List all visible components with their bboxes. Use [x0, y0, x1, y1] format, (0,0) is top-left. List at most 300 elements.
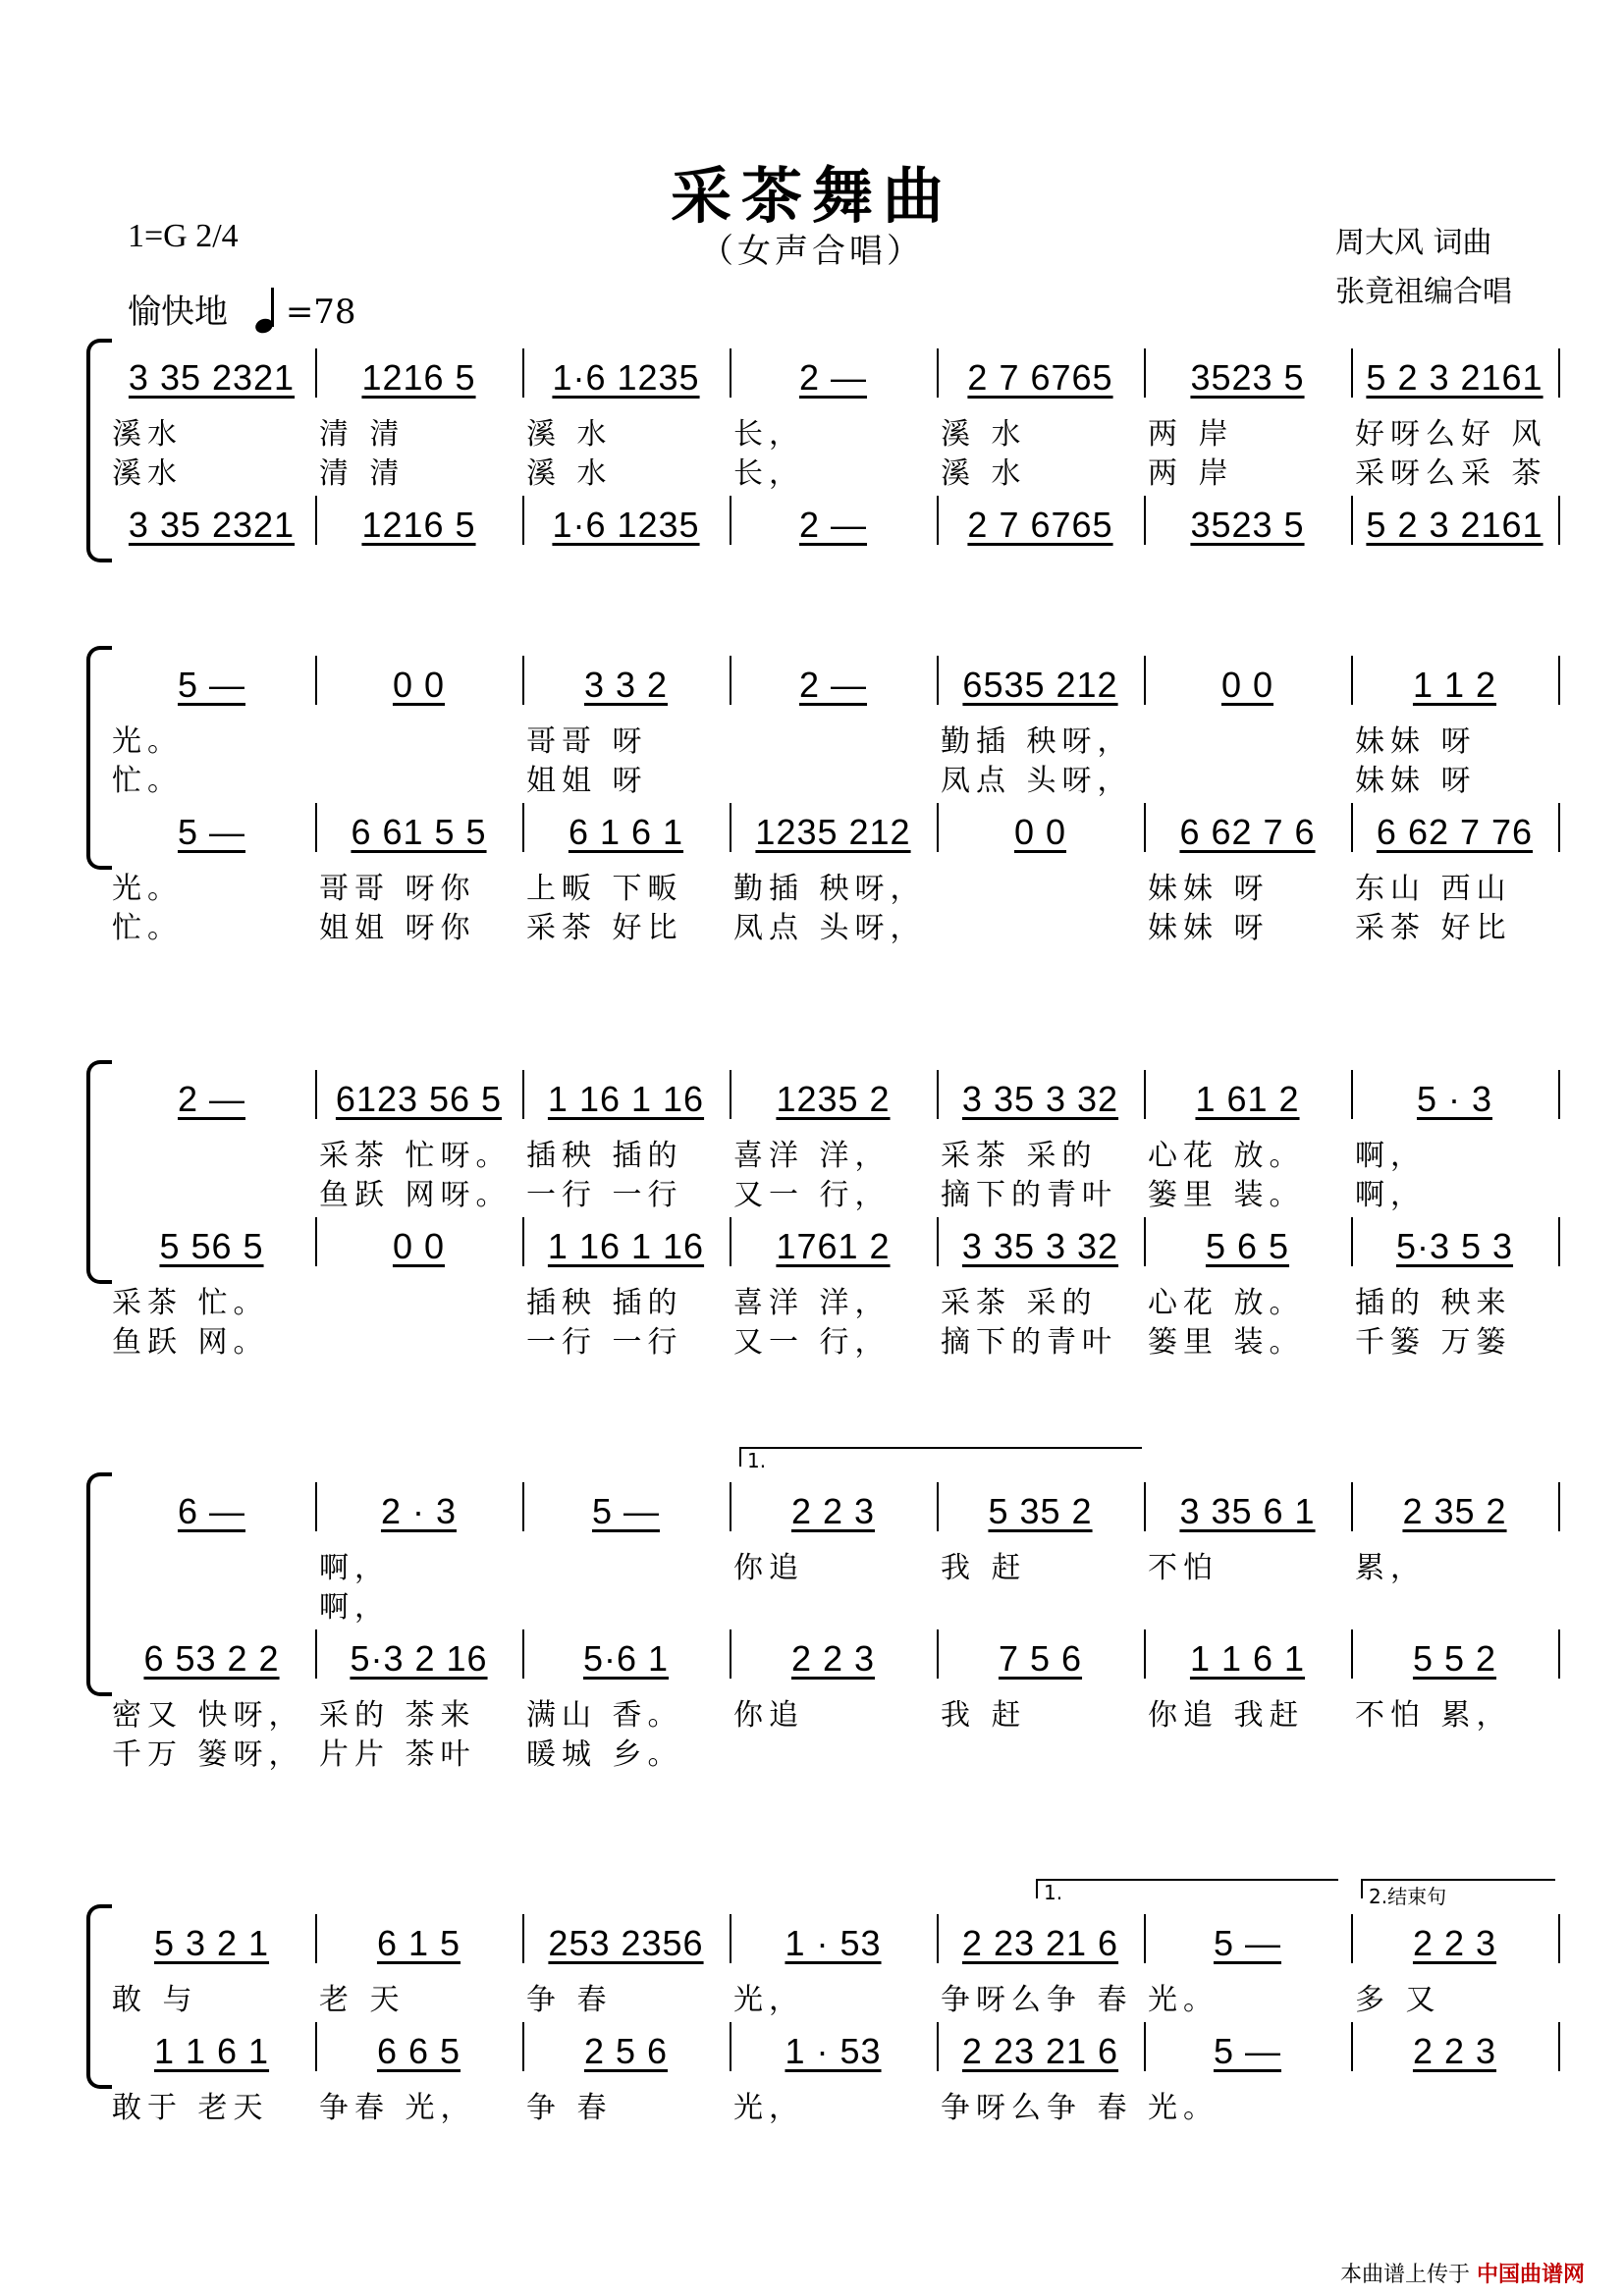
- lyric-segment: 插秧 插的: [526, 1286, 683, 1320]
- credit-composer: 周大风 词曲: [1335, 226, 1492, 260]
- barline: [1558, 1070, 1560, 1119]
- barline: [1351, 1914, 1353, 1963]
- volta-second-ending: 2.结束句: [1361, 1879, 1555, 1898]
- lyric-segment: 片片 茶叶: [319, 1737, 476, 1772]
- lyric-segment: 啊，: [319, 1551, 390, 1585]
- footer-site: 中国曲谱网: [1476, 2263, 1585, 2287]
- barline: [315, 803, 317, 852]
- lower-lyric-line: [108, 864, 1561, 906]
- measure-notes: 5 2 3 2161: [1366, 505, 1543, 545]
- lyric-segment: 妹妹 呀: [1148, 872, 1270, 906]
- measure: [943, 1217, 1138, 1276]
- measure-notes: 1 1 6 1: [1189, 1638, 1306, 1679]
- measure: [1357, 1070, 1552, 1129]
- measure-notes: 5 2 3 2161: [1366, 357, 1543, 398]
- lyric-segment: 妹妹 呀: [1355, 764, 1477, 798]
- upper-staff: [108, 1914, 1561, 1973]
- measure-notes: 2 —: [798, 505, 868, 545]
- barline: [1558, 2022, 1560, 2071]
- barline: [315, 348, 317, 398]
- measure: [321, 1914, 516, 1973]
- barline: [1144, 656, 1146, 705]
- barline: [1558, 496, 1560, 545]
- measure: [114, 803, 309, 862]
- measure-notes: 5 —: [1213, 1923, 1282, 1963]
- barline: [1351, 1070, 1353, 1119]
- measure-notes: 2 · 3: [380, 1491, 458, 1531]
- lower-lyric-line: [108, 903, 1561, 945]
- barline: [522, 803, 524, 852]
- measure-notes: 3 35 6 1: [1179, 1491, 1316, 1531]
- measure: [1150, 1629, 1345, 1688]
- measure: [943, 1482, 1138, 1541]
- lyric-segment: 两 岸: [1148, 417, 1234, 452]
- measure: [528, 348, 724, 407]
- measure: [735, 1629, 931, 1688]
- measure: [321, 803, 516, 862]
- barline: [937, 2022, 939, 2071]
- lyric-segment: 不怕: [1148, 1551, 1218, 1585]
- measure: [735, 1217, 931, 1276]
- lyric-segment: 又一 行，: [733, 1178, 891, 1212]
- lyric-segment: 喜洋 洋，: [733, 1286, 891, 1320]
- measure-notes: 6 1 6 1: [568, 812, 684, 852]
- lyric-segment: 清 清: [319, 456, 406, 491]
- measure-notes: 253 2356: [548, 1923, 704, 1963]
- measure: [1357, 1217, 1552, 1276]
- lyric-segment: 一行 一行: [526, 1325, 683, 1360]
- measure: [114, 656, 309, 715]
- lyric-segment: 溪 水: [941, 456, 1027, 491]
- barline: [1558, 803, 1560, 852]
- lyric-segment: 溪 水: [941, 417, 1027, 452]
- measure: [943, 1070, 1138, 1129]
- lyric-segment: 上畈 下畈: [526, 872, 683, 906]
- barline: [1144, 496, 1146, 545]
- tempo-value: =78: [285, 293, 356, 332]
- barline: [937, 1482, 939, 1531]
- volta-first-ending: 1.: [1036, 1879, 1338, 1898]
- lyric-segment: 哥哥 呀你: [319, 872, 476, 906]
- measure-notes: 2 23 21 6: [961, 1923, 1119, 1963]
- barline: [522, 1914, 524, 1963]
- measure-notes: 3 35 3 32: [961, 1079, 1119, 1119]
- lyric-segment: 一行 一行: [526, 1178, 683, 1212]
- measure-notes: 7 5 6: [998, 1638, 1083, 1679]
- barline: [1558, 1914, 1560, 1963]
- measure-notes: 2 7 6765: [967, 505, 1113, 545]
- upper-lyric-line: [108, 1543, 1561, 1585]
- barline: [730, 656, 731, 705]
- barline: [1351, 1629, 1353, 1679]
- upper-lyric-line: [108, 1170, 1561, 1212]
- lyric-segment: 姐姐 呀: [526, 764, 648, 798]
- lyric-segment: 采的 茶来: [319, 1698, 476, 1733]
- lower-staff: [108, 803, 1561, 862]
- tempo-text: 愉快地: [128, 293, 228, 332]
- measure: [943, 803, 1138, 862]
- lyric-segment: 争呀么争 春: [941, 2091, 1133, 2125]
- lyric-segment: 光，: [733, 1983, 804, 2017]
- lyric-segment: 采呀么采 茶: [1355, 456, 1547, 491]
- lyric-segment: 采茶 忙呀。: [319, 1139, 512, 1173]
- barline: [315, 1070, 317, 1119]
- lyric-segment: 又一 行，: [733, 1325, 891, 1360]
- measure: [528, 1070, 724, 1129]
- barline: [730, 1217, 731, 1266]
- upper-staff: [108, 1070, 1561, 1129]
- lyric-segment: 妹妹 呀: [1148, 911, 1270, 945]
- measure-notes: 6 61 5 5: [351, 812, 487, 852]
- measure-notes: 2 2 3: [1412, 1923, 1497, 1963]
- barline: [315, 2022, 317, 2071]
- barline: [1558, 1482, 1560, 1531]
- measure: [528, 1629, 724, 1688]
- lyric-segment: 啊，: [1355, 1139, 1426, 1173]
- barline: [937, 1914, 939, 1963]
- lower-staff: [108, 2022, 1561, 2081]
- lyric-segment: 采茶 采的: [941, 1139, 1098, 1173]
- measure: [321, 2022, 516, 2081]
- measure-notes: 1 · 53: [785, 1923, 882, 1963]
- lower-lyric-line: [108, 2083, 1561, 2125]
- measure-notes: 3 35 3 32: [961, 1226, 1119, 1266]
- lyric-segment: 满山 香。: [526, 1698, 683, 1733]
- score-title: 采茶舞曲: [670, 160, 953, 232]
- measure-notes: 6 62 7 6: [1179, 812, 1316, 852]
- barline: [1351, 496, 1353, 545]
- measure: [321, 656, 516, 715]
- measure-notes: 2 35 2: [1402, 1491, 1507, 1531]
- lyric-segment: 插秧 插的: [526, 1139, 683, 1173]
- measure-notes: 2 2 3: [1412, 2031, 1497, 2071]
- lyric-segment: 妹妹 呀: [1355, 724, 1477, 759]
- measure: [114, 1482, 309, 1541]
- measure: [528, 803, 724, 862]
- measure-notes: 0 0: [1220, 665, 1274, 705]
- measure: [321, 1217, 516, 1276]
- barline: [522, 1217, 524, 1266]
- barline: [1144, 1070, 1146, 1119]
- lyric-segment: 凤点 头呀，: [733, 911, 926, 945]
- barline: [937, 656, 939, 705]
- barline: [1558, 348, 1560, 398]
- credit-arranger: 张竟祖编合唱: [1335, 275, 1512, 309]
- measure: [943, 2022, 1138, 2081]
- measure-notes: 5·6 1: [582, 1638, 670, 1679]
- barline: [937, 803, 939, 852]
- lyric-segment: 千万 篓呀，: [112, 1737, 304, 1772]
- lyric-segment: 密又 快呀，: [112, 1698, 304, 1733]
- measure-notes: 3 35 2321: [128, 357, 296, 398]
- footer-text: 本曲谱上传于: [1339, 2263, 1470, 2287]
- lyric-segment: 喜洋 洋，: [733, 1139, 891, 1173]
- measure-notes: 1216 5: [361, 357, 476, 398]
- measure-notes: 2 23 21 6: [961, 2031, 1119, 2071]
- measure: [1150, 656, 1345, 715]
- barline: [315, 1482, 317, 1531]
- measure: [528, 2022, 724, 2081]
- lyric-segment: 敢于 老天: [112, 2091, 269, 2125]
- measure: [528, 1482, 724, 1541]
- lyric-segment: 勤插 秧呀，: [733, 872, 926, 906]
- lower-lyric-line: [108, 1278, 1561, 1320]
- lyric-segment: 不怕 累，: [1355, 1698, 1512, 1733]
- lyric-segment: 争呀么争 春: [941, 1983, 1133, 2017]
- barline: [937, 1629, 939, 1679]
- lyric-segment: 鱼跃 网呀。: [319, 1178, 512, 1212]
- barline: [1351, 1482, 1353, 1531]
- measure-notes: 1216 5: [361, 505, 476, 545]
- lyric-segment: 采茶 好比: [526, 911, 683, 945]
- lyric-segment: 东山 西山: [1355, 872, 1512, 906]
- measure-notes: 5 5 2: [1412, 1638, 1497, 1679]
- measure-notes: 5 —: [1213, 2031, 1282, 2071]
- lyric-segment: 溪水: [112, 456, 183, 491]
- barline: [1351, 2022, 1353, 2071]
- measure: [943, 1914, 1138, 1973]
- measure: [1357, 2022, 1552, 2081]
- barline: [522, 496, 524, 545]
- measure-notes: 5 6 5: [1205, 1226, 1290, 1266]
- barline: [730, 1914, 731, 1963]
- measure: [1357, 1914, 1552, 1973]
- measure-notes: 2 —: [798, 665, 868, 705]
- measure: [114, 1070, 309, 1129]
- footer-watermark: [1340, 2258, 1585, 2288]
- measure: [528, 496, 724, 555]
- lyric-segment: 长，: [733, 417, 804, 452]
- lyric-segment: 溪水: [112, 417, 183, 452]
- measure-notes: 3 35 2321: [128, 505, 296, 545]
- measure-notes: 0 0: [392, 1226, 446, 1266]
- measure: [1150, 496, 1345, 555]
- measure: [114, 1629, 309, 1688]
- measure-notes: 5·3 5 3: [1395, 1226, 1514, 1266]
- lyric-segment: 暖城 乡。: [526, 1737, 683, 1772]
- barline: [315, 656, 317, 705]
- lyric-segment: 忙。: [112, 764, 183, 798]
- lyric-segment: 凤点 头呀，: [941, 764, 1133, 798]
- lyric-segment: 你追 我赶: [1148, 1698, 1305, 1733]
- barline: [1558, 656, 1560, 705]
- upper-lyric-line: [108, 409, 1561, 452]
- barline: [937, 1070, 939, 1119]
- lyric-segment: 溪 水: [526, 417, 613, 452]
- barline: [1144, 1914, 1146, 1963]
- barline: [730, 1482, 731, 1531]
- measure: [1357, 656, 1552, 715]
- measure: [943, 348, 1138, 407]
- lyric-segment: 光。: [1148, 2091, 1218, 2125]
- measure-notes: 2 5 6: [583, 2031, 669, 2071]
- key-signature: 1=G 2/4: [128, 218, 239, 254]
- measure: [1150, 348, 1345, 407]
- lyric-segment: 光，: [733, 2091, 804, 2125]
- barline: [1351, 1217, 1353, 1266]
- measure: [1150, 1070, 1345, 1129]
- barline: [315, 1629, 317, 1679]
- barline: [315, 1217, 317, 1266]
- measure: [1357, 348, 1552, 407]
- lyric-segment: 争 春: [526, 2091, 613, 2125]
- measure: [114, 1217, 309, 1276]
- upper-lyric-line: [108, 1131, 1561, 1173]
- barline: [1144, 1482, 1146, 1531]
- lyric-segment: 千篓 万篓: [1355, 1325, 1512, 1360]
- lyric-segment: 清 清: [319, 417, 406, 452]
- measure-notes: 2 —: [177, 1079, 246, 1119]
- measure-notes: 3 3 2: [583, 665, 669, 705]
- barline: [315, 1914, 317, 1963]
- lyric-segment: 心花 放。: [1148, 1286, 1305, 1320]
- measure: [1357, 496, 1552, 555]
- barline: [1558, 1217, 1560, 1266]
- measure: [735, 803, 931, 862]
- barline: [1351, 656, 1353, 705]
- barline: [730, 1629, 731, 1679]
- barline: [522, 348, 524, 398]
- measure: [735, 2022, 931, 2081]
- barline: [730, 1070, 731, 1119]
- lyric-segment: 光。: [1148, 1983, 1218, 2017]
- measure-notes: 1·6 1235: [552, 505, 700, 545]
- measure: [321, 348, 516, 407]
- upper-lyric-line: [108, 449, 1561, 491]
- measure: [735, 496, 931, 555]
- measure: [1357, 803, 1552, 862]
- measure-notes: 6 53 2 2: [143, 1638, 280, 1679]
- measure: [528, 1217, 724, 1276]
- lyric-segment: 鱼跃 网。: [112, 1325, 269, 1360]
- lower-lyric-line: [108, 1690, 1561, 1733]
- barline: [937, 1217, 939, 1266]
- measure-notes: 1 16 1 16: [547, 1226, 705, 1266]
- lyric-segment: 篓里 装。: [1148, 1178, 1305, 1212]
- measure-notes: 1 1 6 1: [153, 2031, 270, 2071]
- barline: [1351, 348, 1353, 398]
- measure-notes: 1 16 1 16: [547, 1079, 705, 1119]
- score-subtitle: （女声合唱）: [700, 232, 924, 271]
- measure-notes: 1·6 1235: [552, 357, 700, 398]
- barline: [1144, 803, 1146, 852]
- barline: [1144, 1217, 1146, 1266]
- volta-first-ending: 1.: [739, 1447, 1142, 1467]
- lower-lyric-line: [108, 1730, 1561, 1772]
- lyric-segment: 争春 光，: [319, 2091, 476, 2125]
- measure: [321, 1629, 516, 1688]
- upper-lyric-line: [108, 717, 1561, 759]
- measure: [735, 656, 931, 715]
- barline: [937, 348, 939, 398]
- barline: [1144, 348, 1146, 398]
- lyric-segment: 哥哥 呀: [526, 724, 648, 759]
- measure: [114, 348, 309, 407]
- measure-notes: 6 6 5: [376, 2031, 461, 2071]
- measure-notes: 5 56 5: [159, 1226, 264, 1266]
- measure-notes: 6 62 7 76: [1376, 812, 1534, 852]
- barline: [937, 496, 939, 545]
- lyric-segment: 你追: [733, 1551, 804, 1585]
- measure-notes: 6123 56 5: [335, 1079, 503, 1119]
- barline: [730, 803, 731, 852]
- measure-notes: 2 —: [798, 357, 868, 398]
- measure-notes: 5 —: [177, 665, 246, 705]
- measure-notes: 1 61 2: [1195, 1079, 1300, 1119]
- lyric-segment: 我 赶: [941, 1551, 1027, 1585]
- tempo-marking: [128, 285, 356, 344]
- upper-lyric-line: [108, 1582, 1561, 1625]
- measure: [321, 496, 516, 555]
- barline: [522, 1482, 524, 1531]
- lyric-segment: 心花 放。: [1148, 1139, 1305, 1173]
- measure: [114, 496, 309, 555]
- lyric-segment: 光。: [112, 724, 183, 759]
- lyric-segment: 采茶 忙。: [112, 1286, 269, 1320]
- measure: [321, 1070, 516, 1129]
- barline: [1144, 2022, 1146, 2071]
- lyric-segment: 啊，: [319, 1590, 390, 1625]
- measure-notes: 5 —: [177, 812, 246, 852]
- upper-lyric-line: [108, 756, 1561, 798]
- measure: [1357, 1629, 1552, 1688]
- measure-notes: 6535 212: [962, 665, 1118, 705]
- upper-staff: [108, 1482, 1561, 1541]
- barline: [1144, 1629, 1146, 1679]
- lyric-segment: 好呀么好 风: [1355, 417, 1547, 452]
- lyric-segment: 我 赶: [941, 1698, 1027, 1733]
- measure-notes: 3523 5: [1190, 357, 1305, 398]
- lyric-segment: 你追: [733, 1698, 804, 1733]
- lyric-segment: 光。: [112, 872, 183, 906]
- measure: [1150, 803, 1345, 862]
- barline: [522, 1629, 524, 1679]
- barline: [522, 656, 524, 705]
- lyric-segment: 长，: [733, 456, 804, 491]
- upper-staff: [108, 656, 1561, 715]
- measure: [943, 496, 1138, 555]
- measure: [1150, 2022, 1345, 2081]
- lyric-segment: 勤插 秧呀，: [941, 724, 1133, 759]
- lower-staff: [108, 1629, 1561, 1688]
- measure-notes: 3523 5: [1190, 505, 1305, 545]
- lyric-segment: 累，: [1355, 1551, 1426, 1585]
- measure-notes: 1 1 2: [1412, 665, 1497, 705]
- measure: [735, 1070, 931, 1129]
- quarter-note-icon: [254, 286, 280, 344]
- measure: [735, 348, 931, 407]
- measure-notes: 5 —: [591, 1491, 661, 1531]
- lower-staff: [108, 496, 1561, 555]
- measure-notes: 2 2 3: [790, 1638, 876, 1679]
- lyric-segment: 忙。: [112, 911, 183, 945]
- lyric-segment: 敢 与: [112, 1983, 198, 2017]
- measure-notes: 6 —: [177, 1491, 246, 1531]
- measure: [943, 656, 1138, 715]
- lyric-segment: 摘下的青叶: [941, 1178, 1117, 1212]
- measure-notes: 6 1 5: [376, 1923, 461, 1963]
- measure: [735, 1914, 931, 1973]
- measure-notes: 5 3 2 1: [153, 1923, 270, 1963]
- measure-notes: 0 0: [1013, 812, 1067, 852]
- measure-notes: 1 · 53: [785, 2031, 882, 2071]
- lyric-segment: 插的 秧来: [1355, 1286, 1512, 1320]
- lyric-segment: 啊，: [1355, 1178, 1426, 1212]
- upper-lyric-line: [108, 1975, 1561, 2017]
- lower-lyric-line: [108, 1317, 1561, 1360]
- measure-notes: 1761 2: [776, 1226, 891, 1266]
- barline: [522, 2022, 524, 2071]
